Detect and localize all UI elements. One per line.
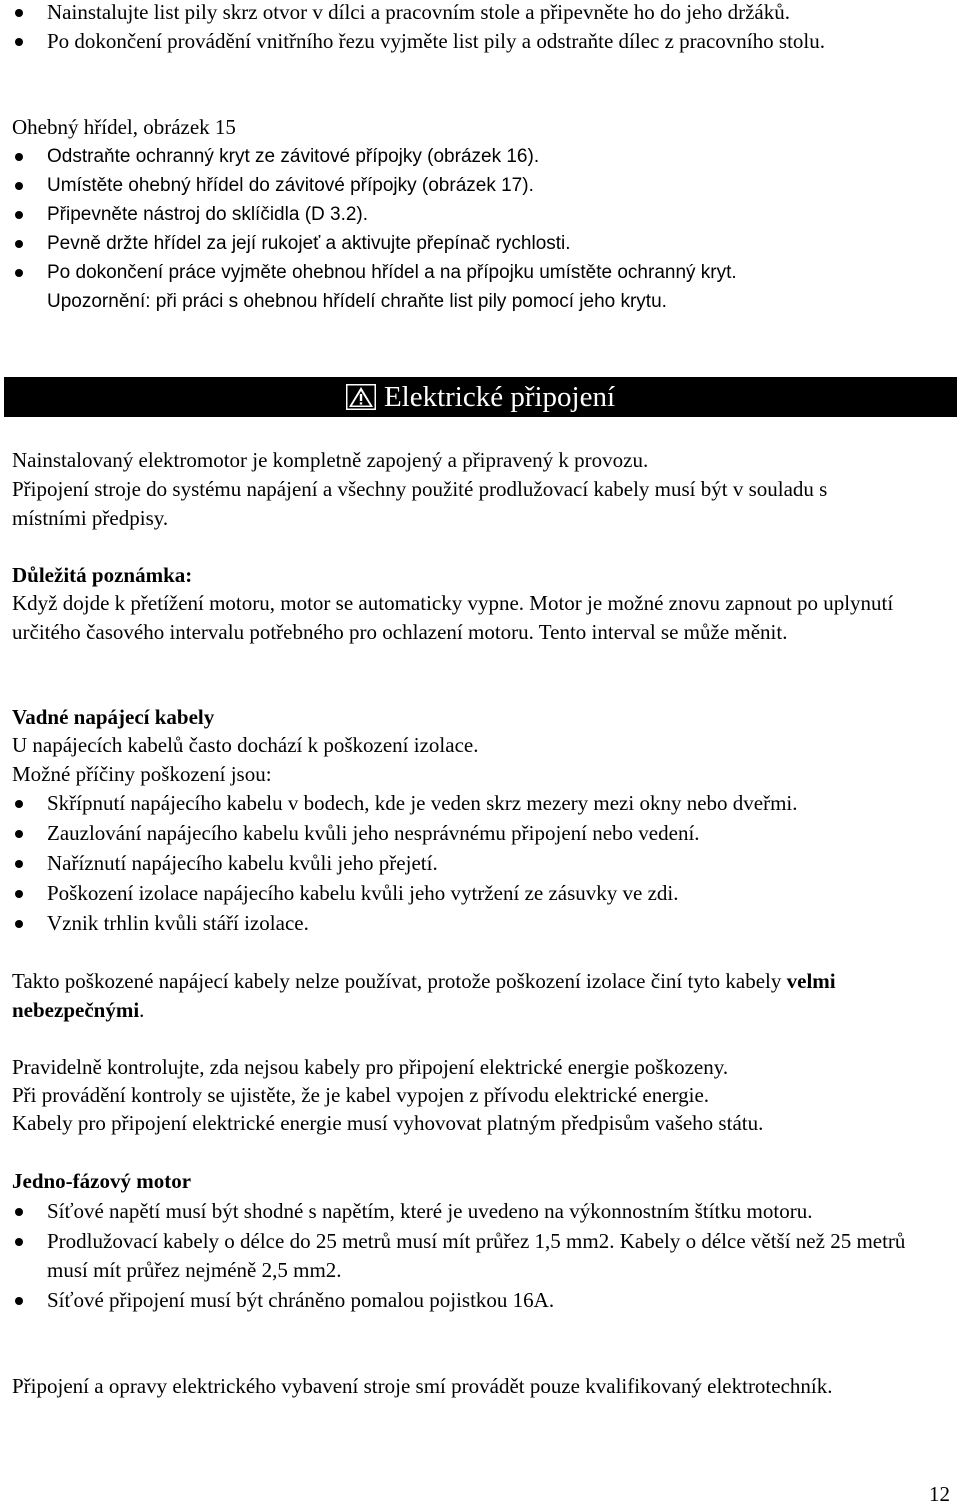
single-phase-heading: Jedno-fázový motor (12, 1169, 192, 1193)
bullet-icon (15, 1208, 23, 1216)
list-item: Odstraňte ochranný kryt ze závitové přípojky (obrázek 16). (12, 142, 948, 171)
flex-shaft-list (12, 142, 948, 316)
cables-line-2: Možné příčiny poškození jsou: (12, 762, 272, 786)
list-item: Po dokončení práce vyjměte ohebnou hřídel a na přípojku umístěte ochranný kryt. (12, 258, 948, 287)
check-line-3: Kabely pro připojení elektrické energie musí vyhovovat platným předpisům vašeho státu. (12, 1111, 764, 1135)
intro-line-2: Připojení stroje do systému napájení a všechny použité prodlužovací kabely musí být v souladu s místními předpisy. (12, 477, 828, 530)
bullet-icon (15, 269, 23, 277)
bullet-icon (15, 9, 23, 17)
check-line-1: Pravidelně kontrolujte, zda nejsou kabely pro připojení elektrické energie poškozeny. (12, 1055, 729, 1079)
bullet-icon (15, 240, 23, 248)
bullet-icon (15, 182, 23, 190)
important-text: Když dojde k přetížení motoru, motor se automaticky vypne. Motor je možné znovu zapnout po uplynutí určitého časového intervalu potřebného pro ochlazení motoru. Tento interval se může měnit. (12, 591, 894, 644)
flex-shaft-heading: Ohebný hřídel, obrázek 15 (12, 115, 236, 139)
top-instructions-list (12, 0, 948, 56)
intro-line-1: Nainstalovaný elektromotor je kompletně zapojený a připravený k provozu. (12, 448, 649, 472)
list-item: Pevně držte hřídel za její rukojeť a aktivujte přepínač rychlosti. (12, 229, 948, 258)
bullet-icon (15, 920, 23, 928)
bullet-icon (15, 860, 23, 868)
list-item: Po dokončení provádění vnitřního řezu vyjměte list pily a odstraňte dílec z pracovního stolu. (12, 27, 948, 56)
cables-heading: Vadné napájecí kabely (12, 705, 215, 729)
bullet-icon (15, 830, 23, 838)
list-item: Síťové připojení musí být chráněno pomalou pojistkou 16A. (12, 1286, 930, 1315)
list-item: Umístěte ohebný hřídel do závitové přípojky (obrázek 17). (12, 171, 948, 200)
bullet-icon (15, 890, 23, 898)
list-item: Skřípnutí napájecího kabelu v bodech, kde je veden skrz mezery mezi okny nebo dveřmi. (12, 789, 948, 818)
important-heading: Důležitá poznámka: (12, 563, 193, 587)
list-item: Prodlužovací kabely o délce do 25 metrů musí mít průřez 1,5 mm2. Kabely o délce větší než 25 metrů musí mít průřez nejméně 2,5 mm2. (12, 1227, 930, 1285)
list-item: Poškození izolace napájecího kabelu kvůli jeho vytržení ze zásuvky ve zdi. (12, 879, 948, 908)
cables-line-1: U napájecích kabelů často dochází k poškození izolace. (12, 733, 479, 757)
bullet-icon (15, 38, 23, 46)
bullet-icon (15, 1238, 23, 1246)
bullet-icon (15, 153, 23, 161)
bullet-icon (15, 1297, 23, 1305)
list-item: Naříznutí napájecího kabelu kvůli jeho přejetí. (12, 849, 948, 878)
section-header-electrical (4, 377, 957, 417)
list-item: Zauzlování napájecího kabelu kvůli jeho nesprávnému připojení nebo vedení. (12, 819, 948, 848)
bullet-icon (15, 211, 23, 219)
warning-icon (346, 384, 376, 410)
list-item: Připevněte nástroj do sklíčidla (D 3.2). (12, 200, 948, 229)
flex-shaft-note: Upozornění: při práci s ohebnou hřídelí chraňte list pily pomocí jeho krytu. (47, 291, 667, 312)
page-number: 12 (929, 1482, 950, 1506)
single-phase-list (12, 1197, 930, 1315)
check-line-2: Při provádění kontroly se ujistěte, že je kabel vypojen z přívodu elektrické energie. (12, 1083, 710, 1107)
list-item: Nainstalujte list pily skrz otvor v dílci a pracovním stole a připevněte ho do jeho držáků. (12, 0, 948, 27)
list-item: Vznik trhlin kvůli stáří izolace. (12, 909, 948, 938)
danger-emphasis: velmi nebezpečnými (12, 969, 836, 1022)
danger-paragraph: Takto poškozené napájecí kabely nelze používat, protože poškození izolace činí tyto kabely velmi nebezpečnými. (12, 969, 836, 1022)
bullet-icon (15, 800, 23, 808)
footer-note: Připojení a opravy elektrického vybavení stroje smí provádět pouze kvalifikovaný elektrotechník. (12, 1374, 833, 1398)
section-title: Elektrické připojení (383, 380, 616, 413)
cables-causes-list (12, 789, 948, 938)
list-item: Síťové napětí musí být shodné s napětím, které je uvedeno na výkonnostním štítku motoru. (12, 1197, 930, 1226)
